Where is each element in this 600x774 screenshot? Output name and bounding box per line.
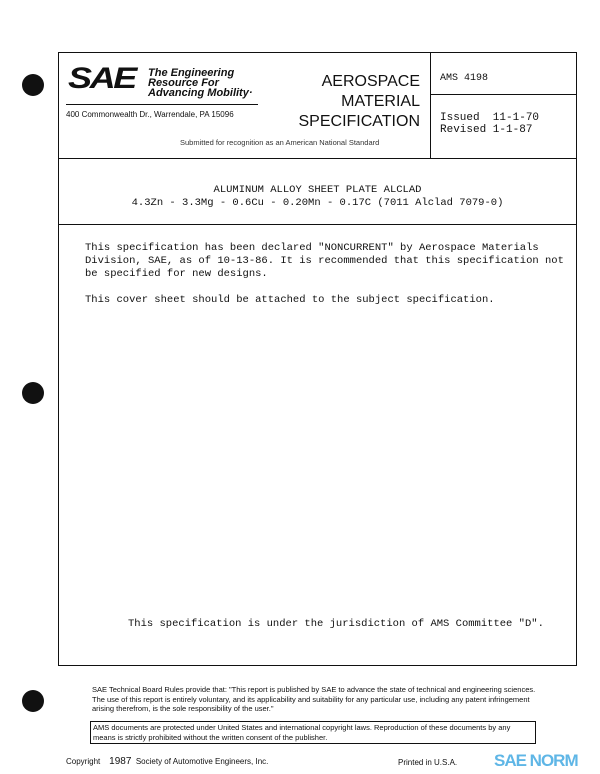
tagline-line: The Engineering <box>148 67 235 79</box>
revised-date: Revised 1-1-87 <box>440 124 533 136</box>
divider <box>58 224 577 225</box>
punch-hole <box>22 690 44 712</box>
tagline-line: Resource For <box>148 77 219 89</box>
logo-rule <box>66 104 258 105</box>
cover-sheet-note: This cover sheet should be attached to the subject specification. <box>85 294 495 306</box>
copyright-label: Copyright <box>66 757 101 766</box>
copyright-notice: AMS documents are protected under United States and international copyright laws. Reproduction of these documents by any means is strictly prohibited without the written consent of the publisher. <box>90 721 536 744</box>
jurisdiction: This specification is under the jurisdiction of AMS Committee "D". <box>128 618 544 630</box>
watermark-logo: SAE NORM <box>494 751 578 770</box>
doc-number: AMS 4198 <box>440 73 489 84</box>
divider <box>58 158 577 159</box>
tagline-line: Advancing Mobility· <box>148 87 253 99</box>
society-name: Society of Automotive Engineers, Inc. <box>135 757 269 766</box>
spec-title <box>58 184 577 210</box>
printed-in: Printed in U.S.A. <box>398 758 458 767</box>
address: 400 Commonwealth Dr., Warrendale, PA 15096 <box>66 110 234 119</box>
copyright-line <box>66 756 268 768</box>
doc-type <box>290 72 420 132</box>
tagline <box>148 68 253 98</box>
sae-logo: SAE <box>68 62 135 95</box>
submitted-note: Submitted for recognition as an American National Standard <box>180 138 380 147</box>
doc-type-line: SPECIFICATION <box>298 113 420 130</box>
title-line: 4.3Zn - 3.3Mg - 0.6Cu - 0.20Mn - 0.17C (7011 Alclad 7079-0) <box>131 197 504 209</box>
issued-date: Issued 11-1-70 <box>440 112 540 124</box>
punch-hole <box>22 382 44 404</box>
divider <box>430 94 577 95</box>
doc-type-line: AEROSPACE <box>321 73 420 90</box>
punch-hole <box>22 74 44 96</box>
noncurrent-notice: This specification has been declared "NONCURRENT" by Aerospace Materials Division, SAE, as of 10-13-86. It is recommended that this specification not be specified for new designs. <box>85 242 564 280</box>
title-line: ALUMINUM ALLOY SHEET PLATE ALCLAD <box>213 184 422 196</box>
copyright-year: 1987 <box>109 756 132 767</box>
doc-type-line: MATERIAL <box>341 93 420 110</box>
divider <box>430 52 431 158</box>
board-rules: SAE Technical Board Rules provide that: "This report is published by SAE to advance the state of technical and engineering sciences. The use of this report is entirely voluntary, and its applicability and suitability for any particular use, including any patent infringement arising therefrom, is the sole responsibility of the user." <box>92 685 536 713</box>
